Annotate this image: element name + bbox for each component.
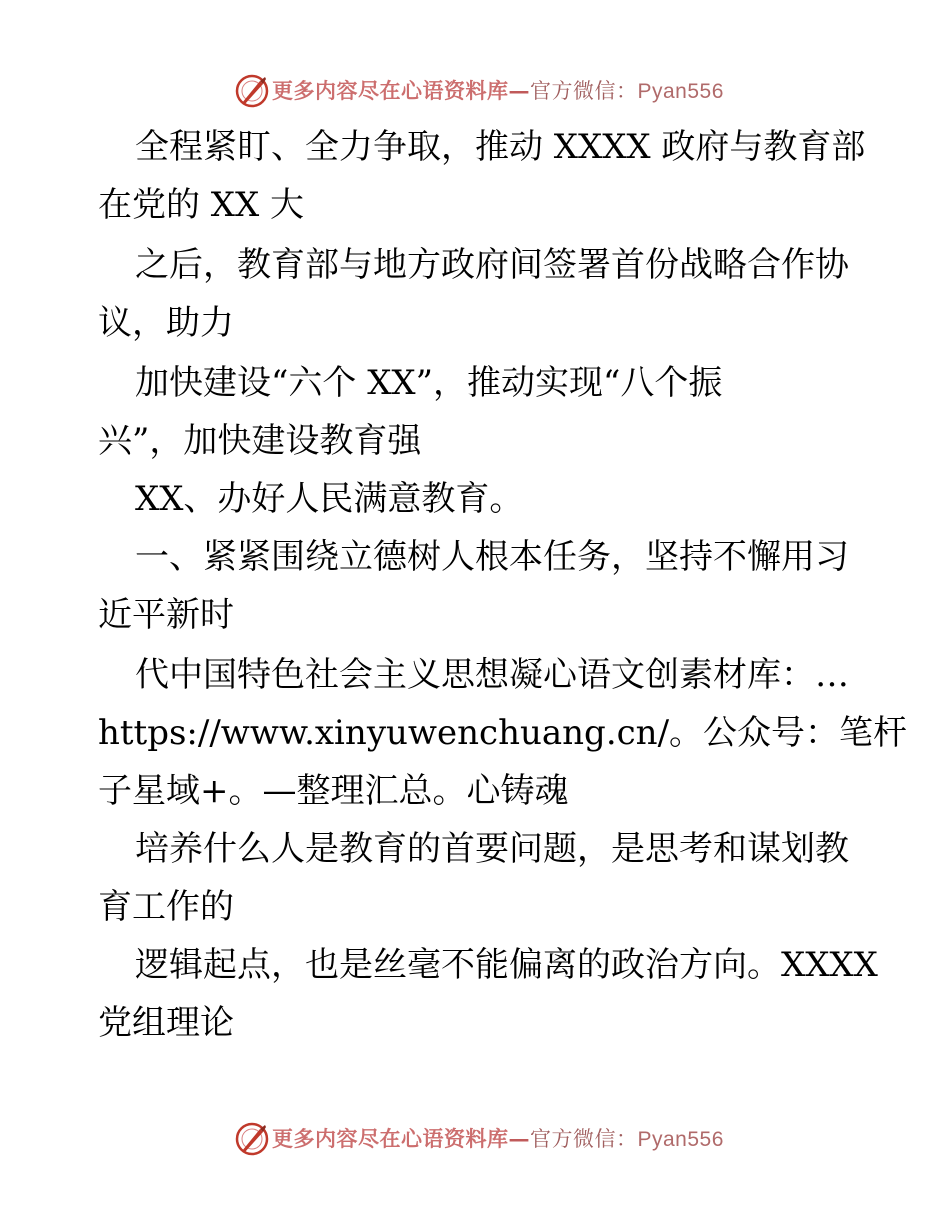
header-wechat-id: Pyan556 <box>637 80 724 103</box>
header-slogan-text: 更多内容尽在心语资料库 <box>272 78 509 103</box>
doc-line-11: https://www.xinyuwenchuang.cn/。公众号：笔杆 <box>98 713 908 753</box>
footer-slogan-dash: — <box>508 1126 530 1151</box>
footer-banner <box>0 1120 950 1160</box>
header-slogan <box>272 77 724 106</box>
doc-line-16: 党组理论 <box>98 1003 234 1043</box>
doc-line-15: 逻辑起点，也是丝毫不能偏离的政治方向。XXXX <box>135 945 878 985</box>
doc-line-7: XX、办好人民满意教育。 <box>135 479 524 519</box>
doc-line-6: 兴”，加快建设教育强 <box>98 421 422 461</box>
doc-line-9: 近平新时 <box>98 595 234 635</box>
doc-line-5: 加快建设“六个 XX”，推动实现“八个振 <box>135 363 723 403</box>
doc-line-2: 在党的 XX 大 <box>98 185 305 225</box>
footer-slogan <box>272 1125 724 1154</box>
doc-line-13: 培养什么人是教育的首要问题，是思考和谋划教 <box>135 829 849 869</box>
header-banner <box>0 72 950 112</box>
footer-slogan-text: 更多内容尽在心语资料库 <box>272 1126 509 1151</box>
header-slogan-dash: — <box>508 78 530 103</box>
footer-wechat-id: Pyan556 <box>637 1128 724 1151</box>
quill-logo-icon <box>234 73 270 109</box>
doc-line-8: 一、紧紧围绕立德树人根本任务，坚持不懈用习 <box>135 537 849 577</box>
doc-line-3: 之后，教育部与地方政府间签署首份战略合作协 <box>135 245 849 285</box>
doc-line-10: 代中国特色社会主义思想凝心语文创素材库：… <box>135 655 849 695</box>
doc-line-14: 育工作的 <box>98 887 234 927</box>
doc-line-1: 全程紧盯、全力争取，推动 XXXX 政府与教育部 <box>135 127 866 167</box>
quill-logo-icon <box>234 1121 270 1157</box>
doc-line-12: 子星域+。—整理汇总。心铸魂 <box>98 771 569 811</box>
footer-wechat-label: 官方微信： <box>530 1127 638 1151</box>
doc-line-4: 议，助力 <box>98 303 234 343</box>
header-wechat-label: 官方微信： <box>530 79 638 103</box>
